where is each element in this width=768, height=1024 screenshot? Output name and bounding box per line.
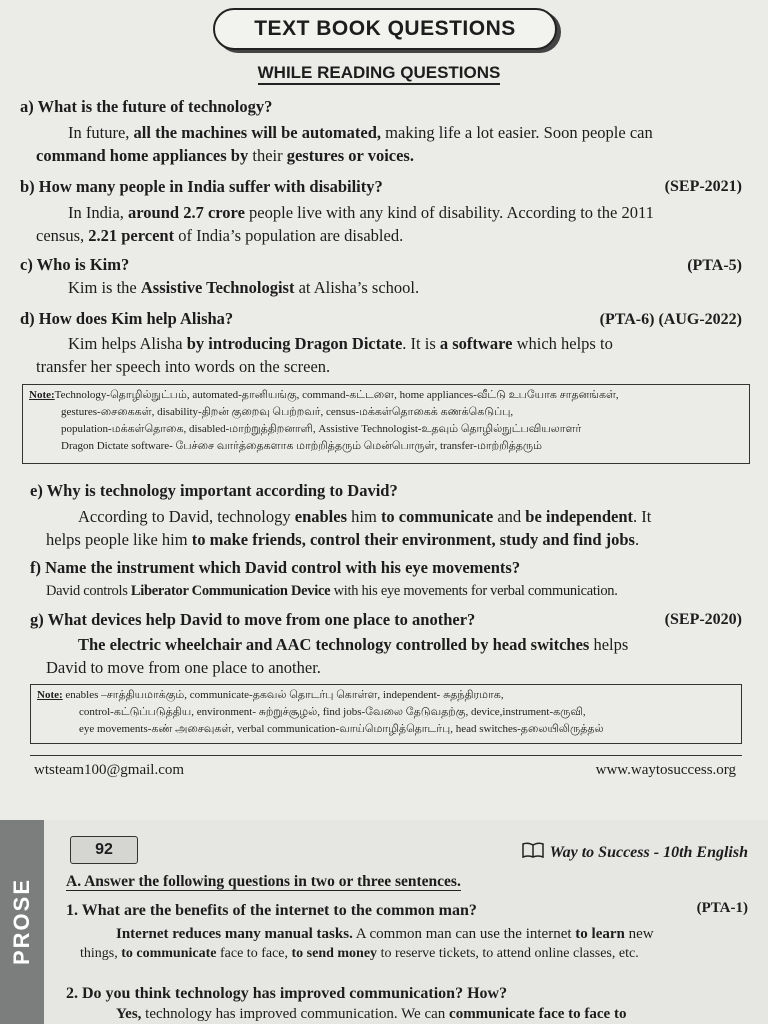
answer-a [36, 121, 746, 167]
answer-text: David controls [46, 583, 131, 599]
exam-tag: (SEP-2021) [664, 178, 742, 195]
page-number: 92 [70, 836, 138, 864]
question-f: f) Name the instrument which David control with his eye movements? [30, 558, 521, 577]
vocabulary-note-2 [30, 684, 742, 744]
section-a-heading [66, 873, 461, 891]
note-line: control-கட்டுப்படுத்திய, environment- சுற்றுச்சூழல், find jobs-வேலை தேடுவதற்கு, device,instrument-கருவி, [79, 706, 586, 718]
answer-f [46, 580, 746, 603]
answer-text: making life a lot easier. Soon people can [381, 123, 653, 142]
subheading-text: WHILE READING QUESTIONS [258, 63, 501, 85]
answer-bold: gestures or voices. [286, 146, 414, 165]
answer-bold: Liberator Communication Device [130, 583, 331, 599]
note-line: eye movements-கண் அசைவுகள், verbal communication-வாய்மொழித்தொடர்பு, head switches-தலையிலிருத்தல் [79, 723, 604, 735]
section-banner [213, 8, 557, 50]
answer-text: According to David, technology [78, 507, 295, 526]
answer-c [36, 276, 746, 299]
answer-text: of India’s population are disabled. [174, 226, 404, 245]
answer-bold: The electric wheelchair and AAC technology controlled by head switches [78, 635, 590, 654]
note-line: gestures-சைகைகள், disability-திறன் குறைவு பெற்றவர், census-மக்கள்தொகைக் கணக்கெடுப்பு, [61, 406, 514, 418]
note-line: enables –சாத்தியமாக்கும், communicate-தகவல் தொடர்பு கொள்ள, independent- சுதந்திரமாக, [65, 689, 504, 701]
answer-bold: Assistive Technologist [140, 278, 295, 297]
answer-bold: be independent [525, 507, 634, 526]
brand-header [522, 842, 748, 863]
answer-text: A common man can use the internet [352, 926, 576, 942]
answer-text: with his eye movements for verbal communication. [330, 583, 618, 599]
note-label: Note: [37, 689, 63, 701]
answer-text: In India, [68, 203, 129, 222]
answer-bold: 2.21 percent [88, 226, 175, 245]
question-d: d) How does Kim help Alisha? [20, 309, 234, 328]
exam-tag: (PTA-1) [696, 900, 748, 916]
question-b: b) How many people in India suffer with disability? [20, 177, 383, 196]
answer-text: helps people like him [46, 530, 192, 549]
answer-text: technology has improved communication. We can [141, 1006, 450, 1022]
answer-text: things, [80, 946, 122, 961]
answer-text: their [248, 146, 287, 165]
answer-bold: communicate face to face to [449, 1006, 627, 1022]
answer-bold: command home appliances by [36, 146, 249, 165]
answer-text: him [347, 507, 381, 526]
textbook-page-bottom [0, 820, 768, 1024]
answer-bold: all the machines will be automated, [133, 123, 382, 142]
footer-website: www.waytosuccess.org [595, 762, 736, 778]
note-line: Technology-தொழில்நுட்பம், automated-தானியங்கு, command-கட்டளை, home appliances-வீட்டு உபயோக சாதனங்கள், [54, 389, 619, 401]
subheading [0, 63, 768, 83]
question-c: c) Who is Kim? [20, 255, 130, 274]
answer-text: . [634, 530, 640, 549]
answer-1 [80, 924, 756, 964]
answer-bold: a software [439, 334, 513, 353]
answer-text: people live with any kind of disability. According to the 2011 [244, 203, 654, 222]
answer-d [36, 332, 748, 378]
answer-2 [80, 1004, 756, 1024]
question-a: a) What is the future of technology? [20, 97, 273, 116]
answer-bold: to communicate [380, 507, 494, 526]
answer-text: to reserve tickets, to attend online classes, etc. [377, 946, 639, 961]
sidebar-label: PROSE [9, 878, 34, 966]
answer-bold: to learn [575, 926, 625, 942]
exam-tag: (PTA-5) [687, 257, 742, 274]
answer-bold: by introducing Dragon Dictate [186, 334, 403, 353]
answer-text: Kim helps Alisha [68, 334, 187, 353]
answer-bold: Internet reduces many manual tasks. [116, 926, 353, 942]
question-2: 2. Do you think technology has improved communication? How? [66, 985, 508, 1002]
section-a-text: A. Answer the following questions in two or three sentences. [66, 873, 461, 890]
answer-text: David to move from one place to another. [46, 658, 321, 677]
answer-bold: enables [294, 507, 348, 526]
banner-title: TEXT BOOK QUESTIONS [254, 17, 516, 40]
book-icon [522, 842, 544, 863]
answer-text: census, [36, 226, 89, 245]
footer-email: wtsteam100@gmail.com [34, 762, 185, 778]
answer-bold: to make friends, control their environment, study and find jobs [191, 530, 635, 549]
prose-sidebar [0, 820, 44, 1024]
answer-text: new [624, 926, 654, 942]
answer-text: at Alisha’s school. [294, 278, 420, 297]
exam-tag: (SEP-2020) [664, 611, 742, 628]
answer-text: and [493, 507, 526, 526]
answer-g [46, 633, 746, 679]
exam-tag: (PTA-6) (AUG-2022) [599, 311, 742, 328]
footer-rule [30, 755, 742, 756]
answer-text: . It [633, 507, 652, 526]
note-line: population-மக்கள்தொகை, disabled-மாற்றுத்திறனாளி, Assistive Technologist-உதவும் தொழில்நுட்பவியலாளர் [61, 423, 582, 435]
answer-text: Kim is the [68, 278, 141, 297]
answer-text: which helps to [512, 334, 613, 353]
answer-text: In future, [68, 123, 134, 142]
question-e: e) Why is technology important according to David? [30, 481, 398, 500]
answer-text: helps [589, 635, 629, 654]
answer-text: . It is [402, 334, 440, 353]
answer-bold: to send money [291, 946, 378, 961]
brand-title: Way to Success - 10th English [549, 843, 748, 861]
question-g: g) What devices help David to move from one place to another? [30, 610, 476, 629]
answer-bold: to communicate [121, 946, 217, 961]
note-label: Note: [29, 389, 55, 401]
answer-b [36, 201, 746, 247]
question-1: 1. What are the benefits of the internet to the common man? [66, 902, 477, 919]
vocabulary-note-1 [22, 384, 750, 464]
answer-e [46, 505, 746, 551]
answer-bold: Yes, [116, 1006, 142, 1022]
answer-bold: around 2.7 crore [128, 203, 245, 222]
note-line: Dragon Dictate software- பேச்சை வார்த்தைகளாக மாற்றித்தரும் மென்பொருள், transfer-மாற்றித்தரும் [61, 440, 542, 452]
answer-text: face to face, [216, 946, 292, 961]
answer-text: transfer her speech into words on the screen. [36, 357, 331, 376]
